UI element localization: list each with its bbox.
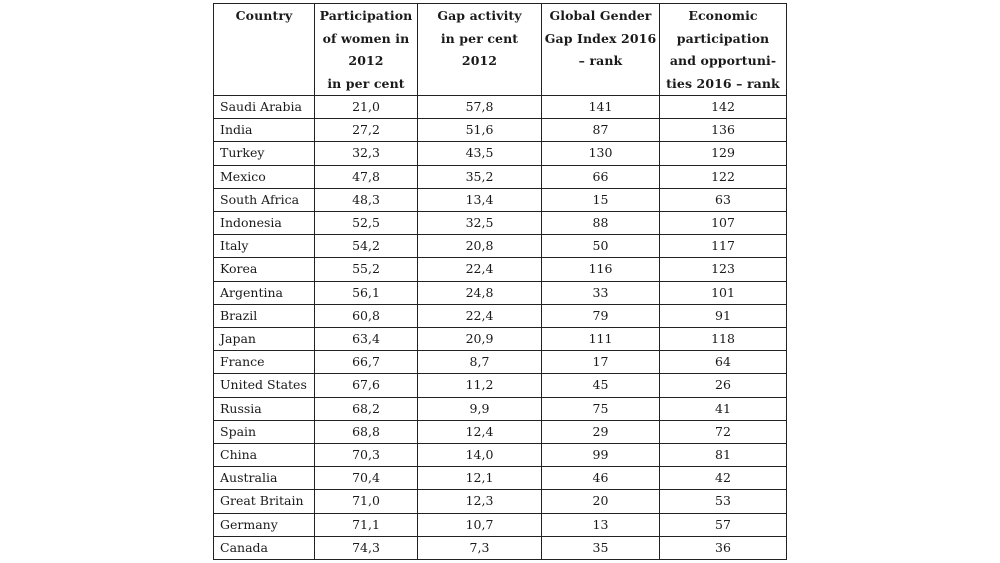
- header-line: Economic: [688, 8, 758, 23]
- cell-global-rank: 17: [542, 351, 660, 374]
- cell-global-rank: 50: [542, 235, 660, 258]
- cell-gap-activity: 7,3: [418, 536, 542, 559]
- cell-country: Saudi Arabia: [214, 96, 315, 119]
- table-row: [214, 420, 787, 443]
- table-row: [214, 235, 787, 258]
- cell-economic-rank: 91: [660, 304, 787, 327]
- cell-participation: 32,3: [315, 142, 418, 165]
- table-row: [214, 467, 787, 490]
- cell-global-rank: 46: [542, 467, 660, 490]
- table-header-row: [214, 4, 787, 96]
- header-line: Global Gender: [549, 8, 652, 23]
- cell-global-rank: 79: [542, 304, 660, 327]
- cell-global-rank: 87: [542, 119, 660, 142]
- cell-country: Brazil: [214, 304, 315, 327]
- table-row: [214, 142, 787, 165]
- cell-global-rank: 88: [542, 212, 660, 235]
- cell-economic-rank: 64: [660, 351, 787, 374]
- cell-participation: 54,2: [315, 235, 418, 258]
- cell-economic-rank: 142: [660, 96, 787, 119]
- cell-gap-activity: 24,8: [418, 281, 542, 304]
- header-line: and opportuni-: [669, 53, 777, 68]
- cell-participation: 52,5: [315, 212, 418, 235]
- cell-gap-activity: 11,2: [418, 374, 542, 397]
- table-body: [214, 96, 787, 560]
- cell-participation: 56,1: [315, 281, 418, 304]
- cell-economic-rank: 107: [660, 212, 787, 235]
- cell-country: Great Britain: [214, 490, 315, 513]
- header-line: participation: [676, 30, 770, 46]
- table-row: [214, 119, 787, 142]
- cell-participation: 21,0: [315, 96, 418, 119]
- table-row: [214, 304, 787, 327]
- cell-gap-activity: 14,0: [418, 444, 542, 467]
- table-row: [214, 258, 787, 281]
- table-row: [214, 165, 787, 188]
- cell-gap-activity: 12,1: [418, 467, 542, 490]
- header-line: Gap activity: [437, 8, 522, 23]
- cell-economic-rank: 117: [660, 235, 787, 258]
- cell-country: India: [214, 119, 315, 142]
- header-line: 2012: [461, 53, 498, 68]
- cell-global-rank: 15: [542, 188, 660, 211]
- cell-country: United States: [214, 374, 315, 397]
- table-row: [214, 212, 787, 235]
- cell-global-rank: 45: [542, 374, 660, 397]
- cell-economic-rank: 57: [660, 513, 787, 536]
- cell-participation: 74,3: [315, 536, 418, 559]
- cell-participation: 71,1: [315, 513, 418, 536]
- cell-country: Japan: [214, 328, 315, 351]
- cell-participation: 47,8: [315, 165, 418, 188]
- cell-gap-activity: 12,3: [418, 490, 542, 513]
- cell-gap-activity: 12,4: [418, 420, 542, 443]
- cell-gap-activity: 9,9: [418, 397, 542, 420]
- cell-participation: 68,8: [315, 420, 418, 443]
- table-row: [214, 513, 787, 536]
- cell-gap-activity: 10,7: [418, 513, 542, 536]
- table-row: [214, 374, 787, 397]
- cell-global-rank: 111: [542, 328, 660, 351]
- cell-country: Spain: [214, 420, 315, 443]
- cell-gap-activity: 35,2: [418, 165, 542, 188]
- cell-global-rank: 66: [542, 165, 660, 188]
- cell-global-rank: 20: [542, 490, 660, 513]
- cell-country: China: [214, 444, 315, 467]
- cell-economic-rank: 129: [660, 142, 787, 165]
- cell-economic-rank: 63: [660, 188, 787, 211]
- cell-gap-activity: 8,7: [418, 351, 542, 374]
- header-participation: [315, 4, 418, 96]
- cell-global-rank: 116: [542, 258, 660, 281]
- cell-economic-rank: 136: [660, 119, 787, 142]
- cell-global-rank: 33: [542, 281, 660, 304]
- header-line: ties 2016 – rank: [666, 75, 780, 91]
- cell-country: Australia: [214, 467, 315, 490]
- table-row: [214, 188, 787, 211]
- cell-economic-rank: 41: [660, 397, 787, 420]
- cell-economic-rank: 81: [660, 444, 787, 467]
- cell-gap-activity: 20,9: [418, 328, 542, 351]
- cell-economic-rank: 72: [660, 420, 787, 443]
- cell-country: France: [214, 351, 315, 374]
- header-line: in per cent: [327, 75, 405, 91]
- cell-gap-activity: 51,6: [418, 119, 542, 142]
- table-row: [214, 444, 787, 467]
- table-row: [214, 536, 787, 559]
- gender-gap-table: [213, 3, 787, 560]
- table-row: [214, 351, 787, 374]
- cell-participation: 55,2: [315, 258, 418, 281]
- cell-gap-activity: 20,8: [418, 235, 542, 258]
- table-row: [214, 328, 787, 351]
- cell-global-rank: 75: [542, 397, 660, 420]
- cell-gap-activity: 32,5: [418, 212, 542, 235]
- cell-global-rank: 99: [542, 444, 660, 467]
- cell-country: Korea: [214, 258, 315, 281]
- cell-participation: 70,3: [315, 444, 418, 467]
- cell-participation: 67,6: [315, 374, 418, 397]
- cell-economic-rank: 26: [660, 374, 787, 397]
- cell-gap-activity: 13,4: [418, 188, 542, 211]
- header-line: Participation: [319, 8, 413, 23]
- cell-country: Mexico: [214, 165, 315, 188]
- cell-participation: 48,3: [315, 188, 418, 211]
- cell-global-rank: 130: [542, 142, 660, 165]
- cell-participation: 60,8: [315, 304, 418, 327]
- cell-country: Canada: [214, 536, 315, 559]
- cell-participation: 27,2: [315, 119, 418, 142]
- cell-country: Italy: [214, 235, 315, 258]
- cell-global-rank: 13: [542, 513, 660, 536]
- cell-participation: 70,4: [315, 467, 418, 490]
- cell-global-rank: 29: [542, 420, 660, 443]
- cell-economic-rank: 36: [660, 536, 787, 559]
- cell-gap-activity: 22,4: [418, 258, 542, 281]
- header-line: of women in: [322, 30, 410, 46]
- cell-country: Russia: [214, 397, 315, 420]
- header-global-gender-gap-rank: [542, 4, 660, 96]
- cell-country: Turkey: [214, 142, 315, 165]
- table-row: [214, 397, 787, 420]
- cell-gap-activity: 57,8: [418, 96, 542, 119]
- cell-participation: 68,2: [315, 397, 418, 420]
- cell-participation: 63,4: [315, 328, 418, 351]
- header-line: in per cent: [440, 30, 519, 46]
- cell-gap-activity: 22,4: [418, 304, 542, 327]
- cell-gap-activity: 43,5: [418, 142, 542, 165]
- table-row: [214, 281, 787, 304]
- cell-economic-rank: 118: [660, 328, 787, 351]
- cell-economic-rank: 53: [660, 490, 787, 513]
- cell-country: Germany: [214, 513, 315, 536]
- table-row: [214, 490, 787, 513]
- cell-country: Argentina: [214, 281, 315, 304]
- header-line: – rank: [578, 53, 623, 68]
- cell-country: South Africa: [214, 188, 315, 211]
- header-line: Country: [235, 8, 293, 23]
- header-line: Gap Index 2016: [544, 30, 657, 46]
- header-gap-activity: [418, 4, 542, 96]
- data-table-container: [213, 3, 786, 560]
- cell-economic-rank: 101: [660, 281, 787, 304]
- header-economic-participation-rank: [660, 4, 787, 96]
- cell-economic-rank: 42: [660, 467, 787, 490]
- cell-participation: 66,7: [315, 351, 418, 374]
- cell-global-rank: 35: [542, 536, 660, 559]
- header-line: 2012: [348, 53, 384, 68]
- cell-economic-rank: 123: [660, 258, 787, 281]
- table-row: [214, 96, 787, 119]
- cell-country: Indonesia: [214, 212, 315, 235]
- header-country: [214, 4, 315, 96]
- cell-participation: 71,0: [315, 490, 418, 513]
- cell-global-rank: 141: [542, 96, 660, 119]
- cell-economic-rank: 122: [660, 165, 787, 188]
